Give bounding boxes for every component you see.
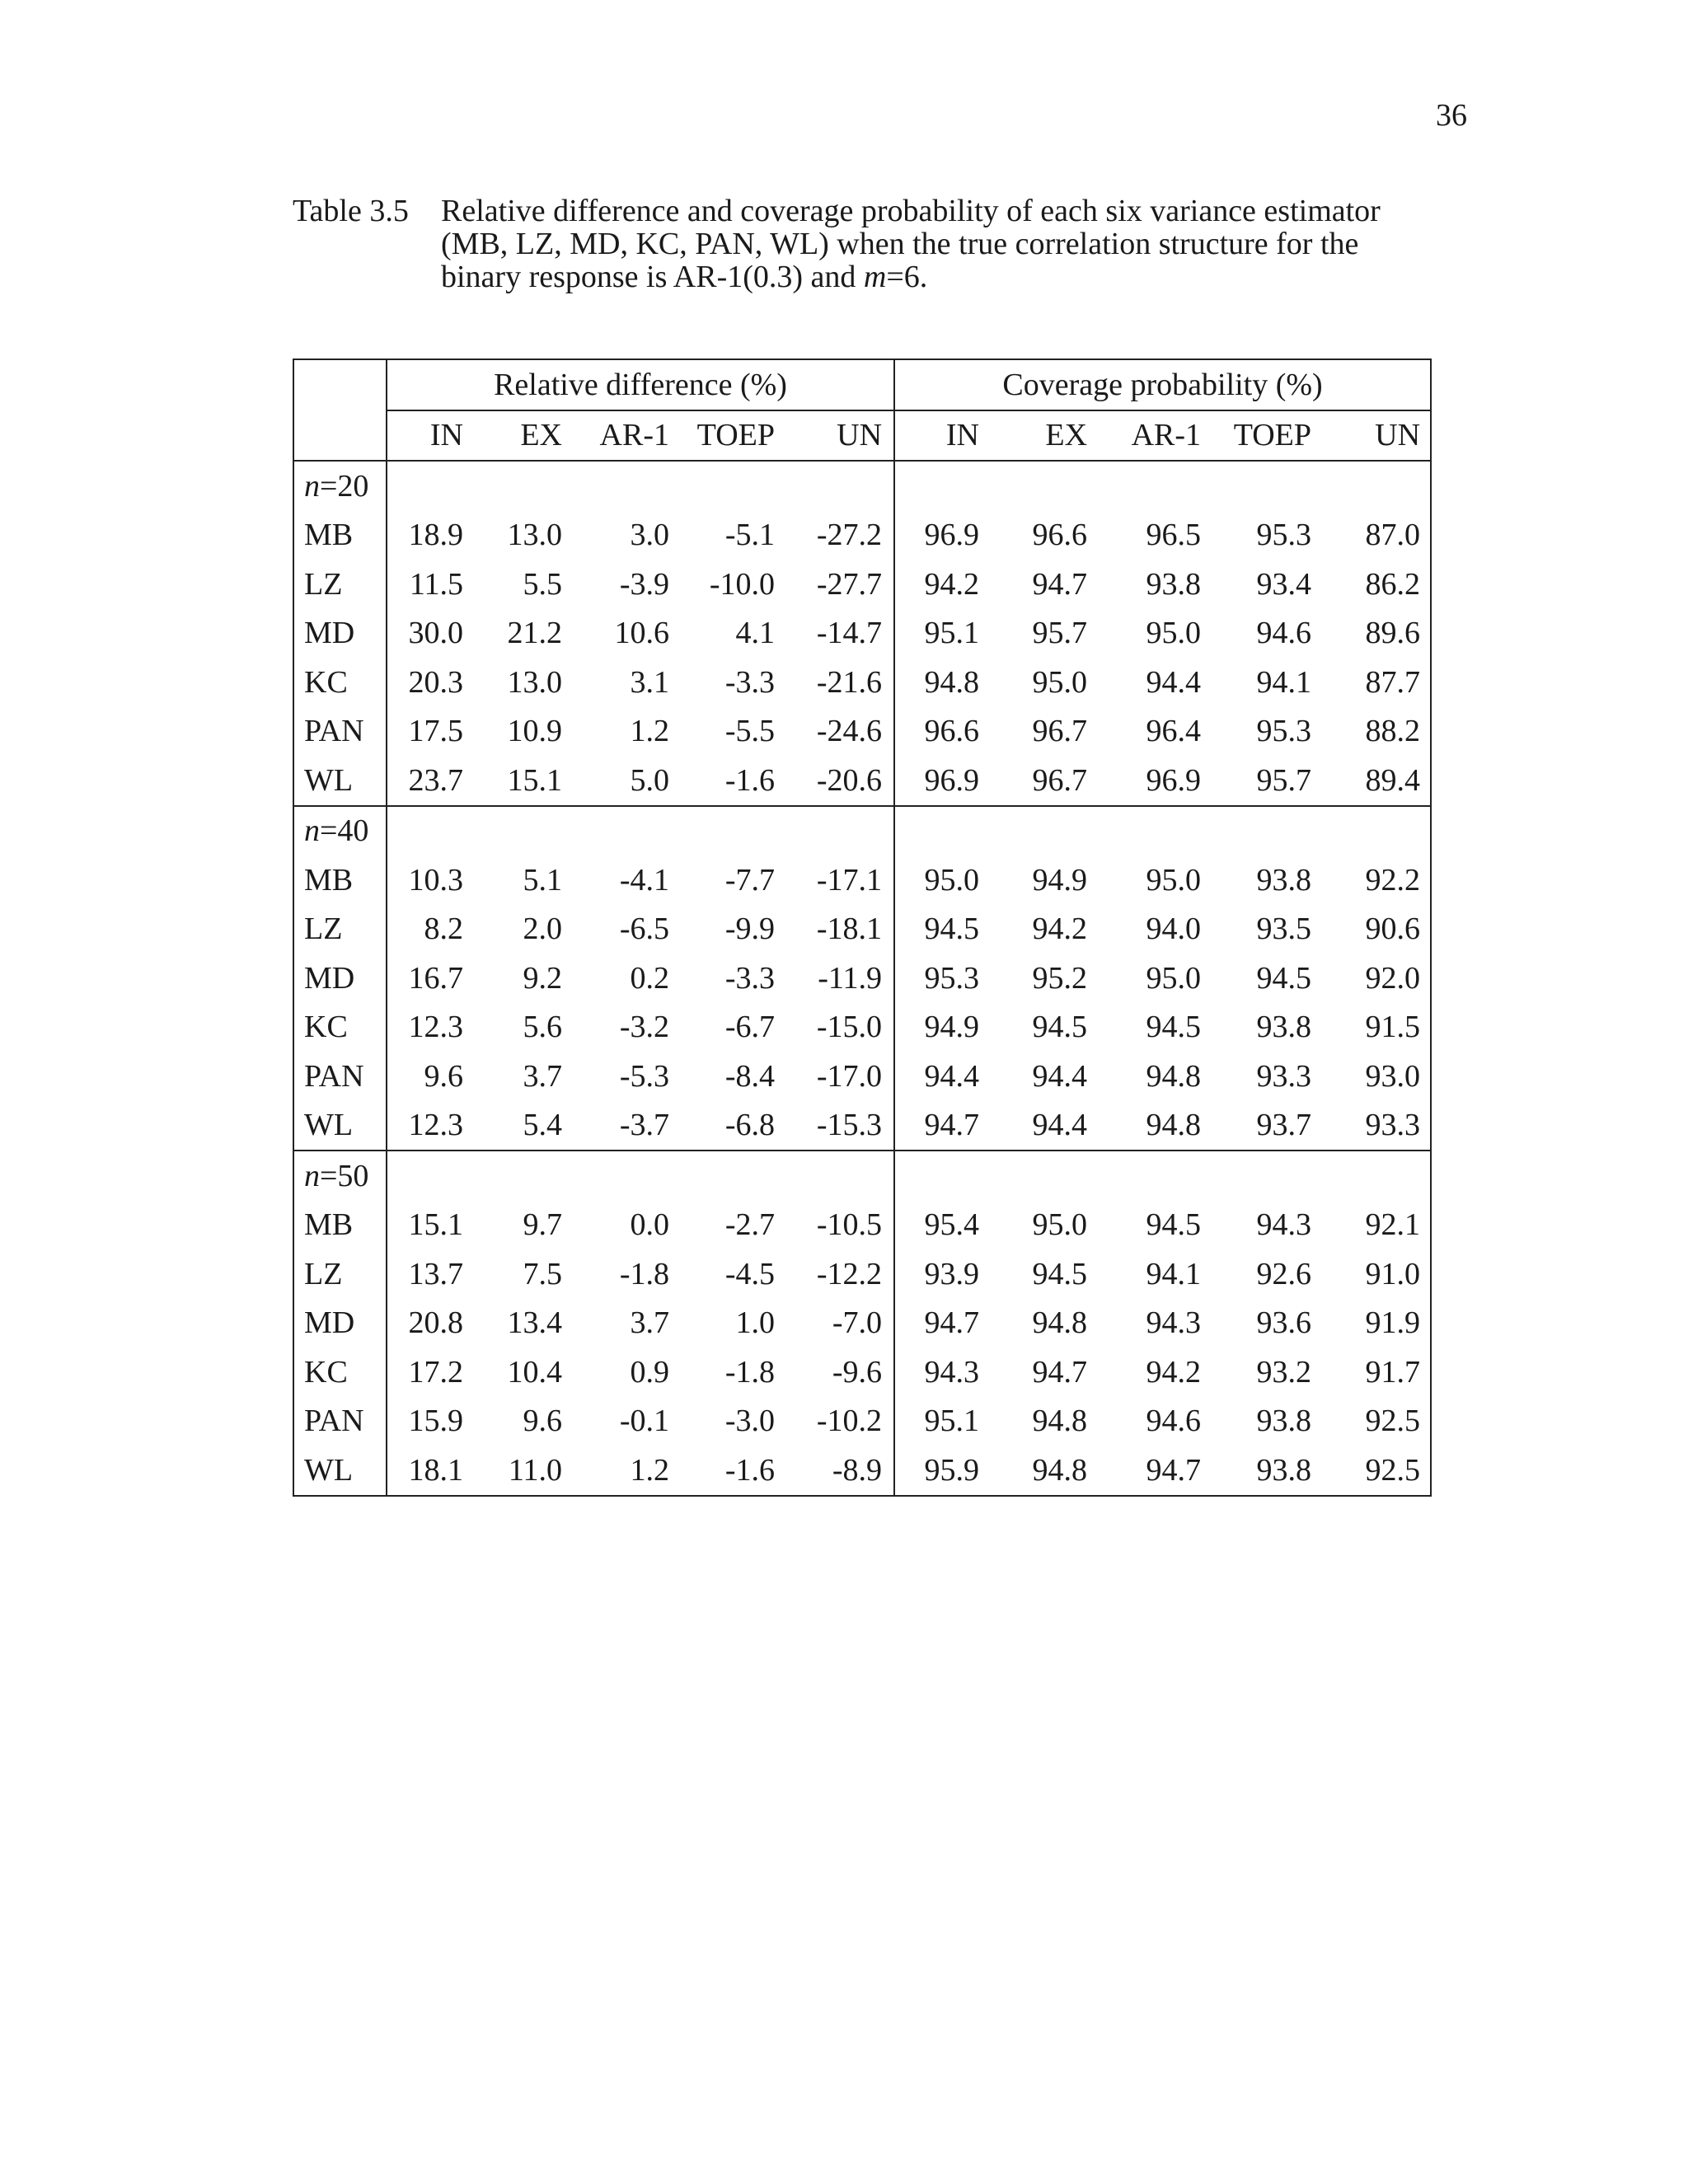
- table-cell: 91.9: [1321, 1299, 1431, 1348]
- group-label-variable: n: [304, 1158, 320, 1193]
- table-cell: 94.9: [924, 1010, 980, 1045]
- table-cell: 18.1: [387, 1446, 473, 1496]
- table-row: [293, 1201, 1431, 1250]
- column-header-un-rd: UN: [785, 410, 894, 462]
- table-cell: 94.3: [1146, 1305, 1202, 1341]
- table-cell: 0.2: [630, 960, 669, 996]
- table-cell: 95.0: [924, 862, 980, 898]
- table-row: [293, 855, 1431, 905]
- table-cell: -8.4: [724, 1058, 775, 1094]
- table-row: [293, 1397, 1431, 1446]
- table-cell: 94.5: [1256, 960, 1312, 996]
- table-cell: 95.0: [1146, 960, 1202, 996]
- group-spacer-cp: [894, 461, 1431, 511]
- table-cell: -3.0: [724, 1404, 775, 1439]
- table-cell: 94.7: [924, 1108, 980, 1143]
- table-cell: -10.2: [785, 1397, 894, 1446]
- table-cell: -11.9: [785, 954, 894, 1003]
- table-cell: 95.0: [1146, 862, 1202, 898]
- group-row: [293, 461, 1431, 511]
- group-label: [293, 1151, 387, 1201]
- column-header-ex-rd: EX: [473, 410, 572, 462]
- table-cell: 17.2: [408, 1354, 463, 1390]
- table-cell: 94.2: [924, 566, 980, 602]
- table-cell: 93.3: [1321, 1101, 1431, 1151]
- row-label: MB: [293, 855, 387, 905]
- table-row: [293, 1101, 1431, 1151]
- table-cell: 94.3: [1256, 1207, 1312, 1243]
- table-cell: 95.0: [1146, 616, 1202, 651]
- table-row: [293, 707, 1431, 757]
- row-label: MB: [293, 1201, 387, 1250]
- table-cell: 20.3: [408, 664, 463, 700]
- table-cell: -24.6: [785, 707, 894, 757]
- table-cell: 94.5: [1032, 1010, 1088, 1045]
- column-header-ar-1-rd: AR-1: [572, 410, 679, 462]
- table-cell: 15.9: [408, 1404, 463, 1439]
- table-cell: -1.8: [724, 1354, 775, 1390]
- table-cell: -2.7: [724, 1207, 775, 1243]
- table-cell: -4.1: [619, 862, 669, 898]
- table-cell: -9.9: [724, 912, 775, 947]
- table-row: [293, 1003, 1431, 1052]
- table-cell: 94.8: [1032, 1305, 1088, 1341]
- table-cell: 3.1: [630, 664, 669, 700]
- table-cell: 94.2: [1146, 1354, 1202, 1390]
- table-cell: 95.2: [1032, 960, 1088, 996]
- group-spacer-cp: [894, 1151, 1431, 1201]
- table-cell: 94.5: [1146, 1207, 1202, 1243]
- caption-variable: m: [863, 260, 887, 294]
- table-cell: 94.7: [1032, 1354, 1088, 1390]
- group-header-relative-difference: Relative difference (%): [387, 359, 894, 410]
- table-cell: 94.8: [1146, 1058, 1202, 1094]
- column-header-in-cp: IN: [894, 410, 989, 462]
- column-header-toep-rd: TOEP: [679, 410, 785, 462]
- row-label: KC: [293, 1003, 387, 1052]
- row-label: PAN: [293, 1397, 387, 1446]
- group-label: [293, 806, 387, 856]
- table-cell: 96.9: [1146, 762, 1202, 798]
- group-spacer-rd: [387, 461, 894, 511]
- table-cell: 93.4: [1256, 566, 1312, 602]
- table-cell: 89.4: [1321, 756, 1431, 806]
- table-cell: 87.7: [1321, 658, 1431, 707]
- table-cell: 1.0: [735, 1305, 775, 1341]
- table-cell: -4.5: [724, 1256, 775, 1291]
- table-cell: 94.6: [1256, 616, 1312, 651]
- table-cell: 95.1: [924, 1404, 980, 1439]
- table-cell: 10.4: [507, 1354, 562, 1390]
- table-cell: 18.9: [408, 518, 463, 553]
- table-cell: 93.6: [1256, 1305, 1312, 1341]
- table-cell: 93.8: [1146, 566, 1202, 602]
- table-cell: -17.0: [785, 1052, 894, 1101]
- table-cell: 96.7: [1032, 714, 1088, 749]
- row-label: WL: [293, 1101, 387, 1151]
- table-cell: -15.3: [785, 1101, 894, 1151]
- table-cell: 17.5: [408, 714, 463, 749]
- table-cell: 95.1: [924, 616, 980, 651]
- table-cell: -3.3: [724, 960, 775, 996]
- table-cell: 95.4: [924, 1207, 980, 1243]
- table-cell: 92.5: [1321, 1397, 1431, 1446]
- row-label: MD: [293, 609, 387, 658]
- table-cell: 12.3: [408, 1010, 463, 1045]
- table-cell: 96.5: [1146, 518, 1202, 553]
- table-cell: 92.2: [1321, 855, 1431, 905]
- table-cell: -20.6: [785, 756, 894, 806]
- table-cell: 91.7: [1321, 1347, 1431, 1397]
- group-label: [293, 461, 387, 511]
- group-header-coverage-probability: Coverage probability (%): [894, 359, 1431, 410]
- table-cell: -27.7: [785, 560, 894, 609]
- results-table: [293, 359, 1432, 1497]
- table-cell: 94.4: [1146, 664, 1202, 700]
- table-cell: 94.7: [924, 1305, 980, 1341]
- table-cell: -5.3: [619, 1058, 669, 1094]
- table-cell: 95.3: [1256, 714, 1312, 749]
- row-label: LZ: [293, 560, 387, 609]
- table-cell: 96.9: [924, 762, 980, 798]
- column-header-ex-cp: EX: [989, 410, 1097, 462]
- row-label: KC: [293, 1347, 387, 1397]
- table-cell: -5.5: [724, 714, 775, 749]
- group-spacer-rd: [387, 1151, 894, 1201]
- table-cell: 9.7: [523, 1207, 562, 1243]
- table-row: [293, 1249, 1431, 1299]
- table-cell: 93.5: [1256, 912, 1312, 947]
- table-cell: -17.1: [785, 855, 894, 905]
- table-cell: 96.4: [1146, 714, 1202, 749]
- table-cell: -27.2: [785, 511, 894, 560]
- table-cell: 93.0: [1321, 1052, 1431, 1101]
- table-cell: 5.6: [523, 1010, 562, 1045]
- table-cell: 23.7: [408, 762, 463, 798]
- column-header-un-cp: UN: [1321, 410, 1431, 462]
- table-cell: 9.6: [424, 1058, 463, 1094]
- row-label: MD: [293, 1299, 387, 1348]
- caption-text-end: =6.: [886, 260, 928, 294]
- table-cell: 94.3: [924, 1354, 980, 1390]
- group-spacer-rd: [387, 806, 894, 856]
- table-cell: 92.0: [1321, 954, 1431, 1003]
- table-cell: 0.0: [630, 1207, 669, 1243]
- table-cell: 92.5: [1321, 1446, 1431, 1496]
- table-cell: -1.6: [679, 1446, 785, 1496]
- table-cell: 94.7: [1097, 1446, 1211, 1496]
- table-cell: -0.1: [619, 1404, 669, 1439]
- table-cell: 93.2: [1256, 1354, 1312, 1390]
- table-cell: 94.5: [924, 912, 980, 947]
- column-header-in-rd: IN: [387, 410, 473, 462]
- table-cell: 5.1: [523, 862, 562, 898]
- column-header-toep-cp: TOEP: [1211, 410, 1321, 462]
- table-cell: 94.4: [924, 1058, 980, 1094]
- table-cell: 3.7: [630, 1305, 669, 1341]
- table-row: [293, 905, 1431, 954]
- page-number: 36: [1436, 98, 1467, 133]
- table-cell: -5.1: [724, 518, 775, 553]
- table-cell: 88.2: [1321, 707, 1431, 757]
- table-cell: 94.7: [1032, 566, 1088, 602]
- table-cell: 92.1: [1321, 1201, 1431, 1250]
- table-cell: 8.2: [424, 912, 463, 947]
- table-row: [293, 1052, 1431, 1101]
- table-cell: -3.2: [619, 1010, 669, 1045]
- table-cell: -12.2: [785, 1249, 894, 1299]
- table-cell: 13.4: [507, 1305, 562, 1341]
- table-cell: 96.9: [924, 518, 980, 553]
- table-cell: 16.7: [408, 960, 463, 996]
- table-row: [293, 756, 1431, 806]
- table-row: [293, 511, 1431, 560]
- table-cell: 94.9: [1032, 862, 1088, 898]
- table-cell: 21.2: [507, 616, 562, 651]
- table-cell: -6.7: [724, 1010, 775, 1045]
- caption-text-main: Relative difference and coverage probability of each six variance estimator (MB, LZ, MD, KC, PAN, WL) when the true correlation structure for the binary response is AR-1(0.3) and: [441, 194, 1381, 294]
- table-cell: 9.6: [523, 1404, 562, 1439]
- table-cell: 86.2: [1321, 560, 1431, 609]
- table-cell: 4.1: [735, 616, 775, 651]
- table-cell: 94.5: [1032, 1256, 1088, 1291]
- row-label: LZ: [293, 905, 387, 954]
- table-body: [293, 461, 1431, 1496]
- table-cell: 96.7: [1032, 762, 1088, 798]
- table-cell: -10.5: [785, 1201, 894, 1250]
- table-cell: 15.1: [408, 1207, 463, 1243]
- table-cell: 94.8: [1032, 1404, 1088, 1439]
- table-row: [293, 1446, 1431, 1496]
- table-cell: 95.0: [1032, 664, 1088, 700]
- group-row: [293, 1151, 1431, 1201]
- table-cell: 11.0: [473, 1446, 572, 1496]
- table-cell: 94.6: [1146, 1404, 1202, 1439]
- table-cell: 10.9: [507, 714, 562, 749]
- table-cell: -14.7: [785, 609, 894, 658]
- table-cell: 92.6: [1256, 1256, 1312, 1291]
- table-cell: -3.3: [724, 664, 775, 700]
- table-cell: -7.0: [785, 1299, 894, 1348]
- table-cell: 93.9: [924, 1256, 980, 1291]
- table-cell: 11.5: [409, 566, 463, 602]
- table-cell: 96.6: [1032, 518, 1088, 553]
- table-cell: 10.3: [408, 862, 463, 898]
- table-row: [293, 609, 1431, 658]
- table-cell: 93.3: [1256, 1058, 1312, 1094]
- table-cell: 95.7: [1032, 616, 1088, 651]
- row-label: MB: [293, 511, 387, 560]
- table-cell: -1.6: [724, 762, 775, 798]
- table-cell: 5.4: [523, 1108, 562, 1143]
- table-cell: 91.0: [1321, 1249, 1431, 1299]
- table-cell: -8.9: [785, 1446, 894, 1496]
- group-spacer-cp: [894, 806, 1431, 856]
- row-label: PAN: [293, 1052, 387, 1101]
- table-cell: 30.0: [408, 616, 463, 651]
- table-cell: -6.8: [724, 1108, 775, 1143]
- table-cell: 94.4: [1032, 1058, 1088, 1094]
- table-cell: 93.7: [1256, 1108, 1312, 1143]
- table-cell: 94.0: [1146, 912, 1202, 947]
- table-cell: 1.2: [572, 1446, 679, 1496]
- table-cell: 87.0: [1321, 511, 1431, 560]
- table-cell: 90.6: [1321, 905, 1431, 954]
- table-cell: 93.8: [1256, 862, 1312, 898]
- table-cell: 12.3: [408, 1108, 463, 1143]
- table-row: [293, 658, 1431, 707]
- table-row: [293, 1299, 1431, 1348]
- table-cell: -10.0: [709, 566, 775, 602]
- table-cell: -15.0: [785, 1003, 894, 1052]
- table-cell: 94.2: [1032, 912, 1088, 947]
- table-cell: 95.7: [1256, 762, 1312, 798]
- column-header-ar-1-cp: AR-1: [1097, 410, 1211, 462]
- table-cell: -3.9: [619, 566, 669, 602]
- table-cell: -3.7: [619, 1108, 669, 1143]
- group-label-variable: n: [304, 468, 320, 504]
- table-cell: 89.6: [1321, 609, 1431, 658]
- table-row: [293, 954, 1431, 1003]
- group-row: [293, 806, 1431, 856]
- table-cell: 5.5: [523, 566, 562, 602]
- table-cell: -7.7: [724, 862, 775, 898]
- table-cell: -18.1: [785, 905, 894, 954]
- row-label: LZ: [293, 1249, 387, 1299]
- table-cell: 94.4: [1032, 1108, 1088, 1143]
- table-cell: -6.5: [619, 912, 669, 947]
- group-label-value: =50: [320, 1158, 369, 1193]
- table-cell: 10.6: [614, 616, 669, 651]
- table-cell: 3.7: [523, 1058, 562, 1094]
- table-cell: 13.7: [408, 1256, 463, 1291]
- table-cell: 13.0: [507, 518, 562, 553]
- table-cell: 1.2: [630, 714, 669, 749]
- table-cell: 0.9: [630, 1354, 669, 1390]
- row-label: KC: [293, 658, 387, 707]
- table-cell: 94.5: [1146, 1010, 1202, 1045]
- table-cell: 95.3: [1256, 518, 1312, 553]
- table-cell: 13.0: [507, 664, 562, 700]
- table-cell: -1.8: [619, 1256, 669, 1291]
- row-label: MD: [293, 954, 387, 1003]
- table-cell: 93.8: [1211, 1446, 1321, 1496]
- table-cell: 94.1: [1146, 1256, 1202, 1291]
- table-cell: 20.8: [408, 1305, 463, 1341]
- table-cell: 94.8: [924, 664, 980, 700]
- table-cell: -21.6: [785, 658, 894, 707]
- group-label-variable: n: [304, 813, 320, 849]
- group-label-value: =40: [320, 813, 369, 849]
- table-caption: [293, 194, 1430, 293]
- table-cell: 95.3: [924, 960, 980, 996]
- group-label-value: =20: [320, 468, 369, 504]
- column-header-row: [293, 410, 1431, 462]
- table-cell: 95.9: [894, 1446, 989, 1496]
- caption-label: Table 3.5: [293, 194, 409, 228]
- table-cell: 94.8: [989, 1446, 1097, 1496]
- table-cell: 7.5: [523, 1256, 562, 1291]
- table-cell: 94.1: [1256, 664, 1312, 700]
- row-label: PAN: [293, 707, 387, 757]
- table-cell: 3.0: [630, 518, 669, 553]
- table-cell: 9.2: [523, 960, 562, 996]
- table-cell: 93.8: [1256, 1010, 1312, 1045]
- table-cell: -9.6: [785, 1347, 894, 1397]
- table-row: [293, 560, 1431, 609]
- row-label: WL: [293, 756, 387, 806]
- table-cell: 5.0: [630, 762, 669, 798]
- table-cell: 96.6: [924, 714, 980, 749]
- table-cell: 94.8: [1146, 1108, 1202, 1143]
- table-row: [293, 1347, 1431, 1397]
- caption-text: [441, 194, 1430, 293]
- table-cell: 91.5: [1321, 1003, 1431, 1052]
- table-cell: 95.0: [1032, 1207, 1088, 1243]
- corner-cell: [293, 359, 387, 461]
- table-cell: 15.1: [507, 762, 562, 798]
- row-label: WL: [293, 1446, 387, 1496]
- table-cell: 2.0: [523, 912, 562, 947]
- table-cell: 93.8: [1256, 1404, 1312, 1439]
